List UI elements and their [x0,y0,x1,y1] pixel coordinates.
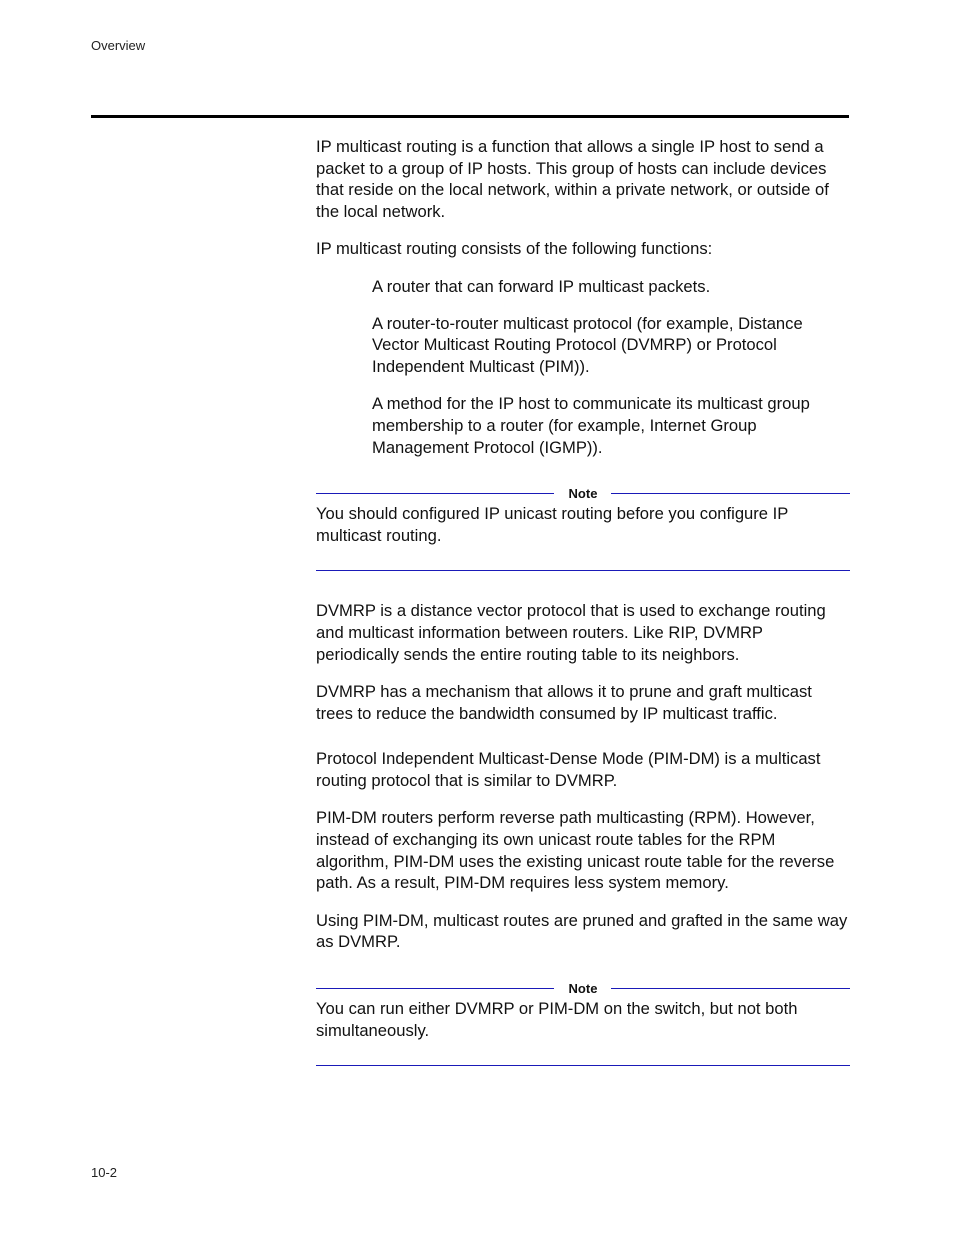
running-head: Overview [91,38,146,53]
dvmrp-paragraph-1: DVMRP is a distance vector protocol that is used to exchange routing and multicast information between routers. Like RIP, DVMRP periodically sends the entire routing table to its neighbors. [316,601,826,664]
function-item-router: A router that can forward IP multicast packets. [372,276,711,296]
note-unicast [316,485,850,571]
page-body [316,136,850,1066]
note-rule-right [611,493,850,494]
function-item-protocol: A router-to-router multicast protocol (for example, Distance Vector Multicast Routing Protocol (DVMRP) or Protocol Independent Multicast (PIM)). [372,313,803,377]
note-header [316,980,850,998]
note-label: Note [568,980,598,996]
function-item-membership: A method for the IP host to communicate its multicast group membership to a router (for example, Internet Group Management Protocol (IGMP)). [372,394,810,457]
pimdm-paragraph-2: PIM-DM routers perform reverse path multicasting (RPM). However, instead of exchanging its own unicast route tables for the RPM algorithm, PIM-DM uses the existing unicast route table for the reverse path. As a result, PIM-DM requires less system memory. [316,808,835,893]
page-number: 10-2 [91,1165,118,1180]
pimdm-paragraph-3: Using PIM-DM, multicast routes are pruned and grafted in the same way as DVMRP. [316,910,848,952]
note-text: You should configured IP unicast routing before you configure IP multicast routing. [316,504,789,546]
note-label: Note [568,486,598,502]
pimdm-paragraph-1: Protocol Independent Multicast-Dense Mode (PIM-DM) is a multicast routing protocol that is similar to DVMRP. [316,749,821,791]
note-header [316,485,850,503]
note-rule-right [611,988,850,989]
intro-paragraph: IP multicast routing is a function that allows a single IP host to send a packet to a group of IP hosts. This group of hosts can include devices that reside on the local network, within a private network, or outside of the local network. [316,137,829,222]
note-dvmrp-pimdm [316,980,850,1066]
functions-intro: IP multicast routing consists of the following functions: [316,239,713,259]
dvmrp-paragraph-2: DVMRP has a mechanism that allows it to prune and graft multicast trees to reduce the bandwidth consumed by IP multicast traffic. [316,681,812,723]
header-rule [91,115,849,118]
note-text: You can run either DVMRP or PIM-DM on the switch, but not both simultaneously. [316,998,798,1040]
